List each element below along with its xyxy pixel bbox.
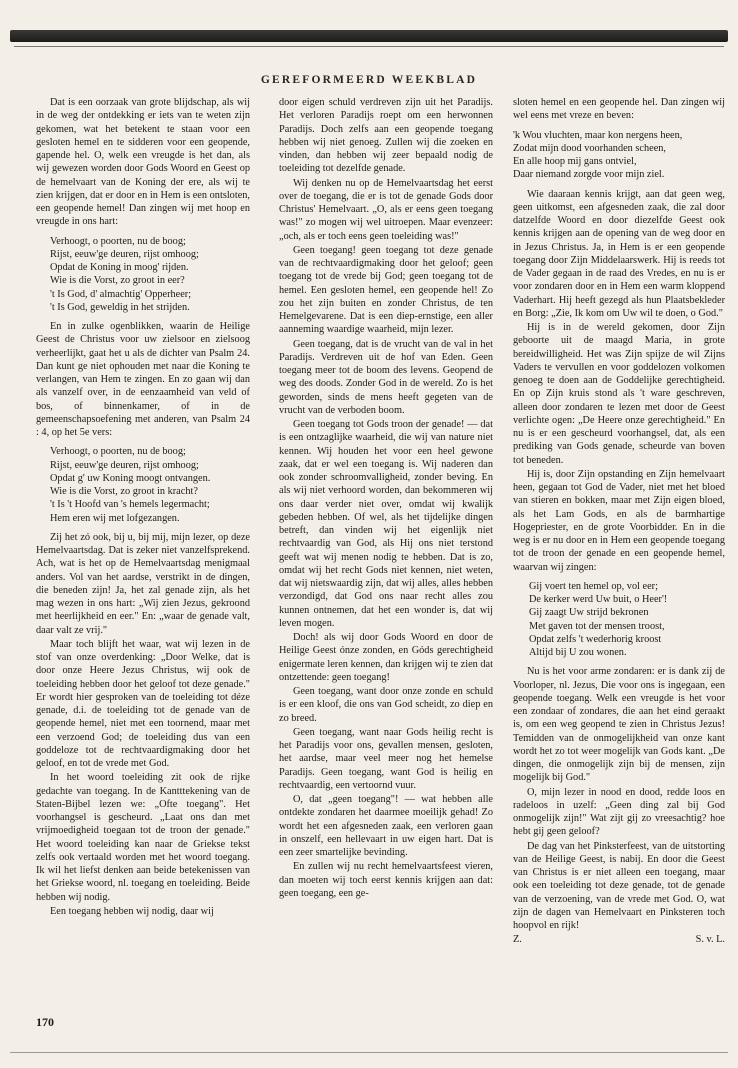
paragraph: Geen toegang, dat is de vrucht van de val in het Paradijs. Verdreven uit de hof van Eden. Geen toegang meer tot de boom des levens. Geopend de weg des doods. Zonder God in de wereld. Zo is het geworden, sinds de mens heeft gegeten van de vrucht van de verboden boom. [279,338,493,416]
column-left [36,96,250,996]
verse-line: Verhoogt, o poorten, nu de boog; [50,446,186,458]
column-right [513,96,725,996]
paragraph: Geen toegang tot Gods troon der genade! — dat is een ontzaglijke waarheid, die wij van nature niet kennen. Wij houden het voor een heel gewone zaak, dat er wel een toegang is. Wij naderen dan ook zonder schroomvalligheid, zonder beving. En als wij niet verhoord worden, dan bekommeren wij ons daar verder niet over, omdat wij kwalijk gebeden hebben. Of wel, als het tijdelijke dingen betreft, dan vinden wij het eigenlijk niet rechtvaardig van God, als Hij ons niet terstond geeft wat wij menen nodig te hebben. Dat is zo, omdat wij het recht Gods niet kennen, niet weten, dat wij nietswaardig zijn, dat wij alles, alles hebben verzondigd, dat God ons naar recht alles zou kunnen ontnemen, dat het een wonder is, dat wij leven mogen. [279,419,493,629]
psalm-verse [513,580,725,660]
paragraph: En zullen wij nu recht hemelvaartsfeest vieren, dan moeten wij toch eerst kennis krijgen aan dat: geen toegang, een ge- [279,861,493,899]
verse-line: Daar niemand zorgde voor mijn ziel. [513,169,665,181]
paragraph: O, dat „geen toegang"! — wat hebben alle ontdekte zondaren het daarmee moeilijk gehad! Zo wordt het een afgesneden zaak, een verloren gaan in onszelf, een hellevaart in uw eigen hart. Dat is een zeer smartelijke bevinding. [279,794,493,858]
verse-line: Opdat zelfs 't wederhorig kroost [529,633,662,645]
verse-line: Opdat g' uw Koning moogt ontvangen. [50,472,211,484]
paragraph: De dag van het Pinksterfeest, van de uitstorting van de Heilige Geest, is nabij. En door die Geest van Christus is er niet alleen een toegang, maar ook een toeleiding tot deze genade, tot de genade van de verzoening, van de vrede met God. O, wat zijn de dagen van Hemelvaart en Pinksteren toch hoopvol en rijk! [513,840,725,931]
verse-line: En alle hoop mij gans ontviel, [513,156,637,167]
paragraph: En in zulke ogenblikken, waarin de Heilige Geest de Christus voor uw zielsoor en zielsoog verheerlijkt, gaat het u als de dichter van Psalm 24. Dan kunt ge niet ophouden met naar die Koning te verlangen, van Hem te zingen. En zo gaan wij dan als vanzelf over, in de eenzaamheid van veld of bos, of binnenkamer, of in de gemeenschapsoefening met anderen, van Psalm 24 : 4, op het 5e vers: [36,321,250,438]
paragraph: Geen toegang! geen toegang tot deze genade van de rechtvaardigmaking door het geloof; geen toegang tot de vrede bij God; geen toegang tot de hemel. Een gesloten hemel, een geopende hel! Zo zou het zijn buiten en zonder Christus, de ten Hemelgevarene. Dat is een diep-ernstige, een aller aanneming waardige waarheid, mijn lezer. [279,244,493,336]
verse-line: Rijst, eeuw'ge deuren, rijst omhoog; [50,459,199,471]
verse-line: Verhoogt, o poorten, nu de boog; [50,235,186,247]
paragraph: Maar toch blijft het waar, wat wij lezen in de stof van onze overdenking: „Door Welke, dat is door onze Heere Jezus Christus, wij ook de toeleiding hebben door het geloof tot deze genade." Er wordt hier gesproken van de toeleiding tot déze genade, d.i. de toeleiding tot de genade van de geopende hemel, niet met een toornend, maar met een verzoend God; de toeleiding dus van een goddeloze tot de rechtvaardigmaking door het geloof, en tot de vrede met God. [36,638,250,769]
paragraph: Dat is een oorzaak van grote blijdschap, als wij in de weg der ontdekking er iets van te weten zijn gekomen, wat het betekent te staan voor een gesloten hemel en te sidderen voor een geopende, gapende hel. O, welk een vreugde is het dan, als wij gewezen worden door Gods Woord en Geest op de hemelvaart van de Koning der ere, als wij te zien krijgen, dat er door en in Hem is een ontsloten, een geopende hemel! Dan zingen wij met hoop en vreugde in ons hart: [36,97,250,228]
paragraph: Hij is, door Zijn opstanding en Zijn hemelvaart heen, gegaan tot God de Vader, niet met het bloed van stieren en bokken, maar met Zijn eigen bloed, als het Lam Gods, en als de barmhartige Hogepriester, en de grote Voorbidder. En in die weg is er nu door en in Hem een geopende toegang tot de troon der genade en een geopende hemel, waarvan wij zingen: [513,468,725,573]
signature-place: Z. [513,934,522,946]
psalm-verse [50,235,250,315]
paragraph: Doch! als wij door Gods Woord en door de Heilige Geest ónze zonden, en Góds gerechtigheid enigermate leren kennen, dan krijgen wij te zien dat ontzettende: geen toegang! [279,632,493,683]
verse-line: Wie is die Vorst, zo groot in kracht? [50,486,198,497]
psalm-verse [50,445,250,525]
verse-line: 't Is God, geweldig in het strijden. [50,301,190,313]
verse-line: Zodat mijn dood voorhanden scheen, [513,142,666,154]
verse-line: 't Is God, d' almachtig' Opperheer; [50,288,192,300]
paragraph: Wie daaraan kennis krijgt, aan dat geen weg, geen uitkomst, een afgesneden zaak, die zal door datzelfde Woord en door diezelfde Geest ook kennis krijgen aan de opening van de weg door en in Jezus Christus. Ja, in Hem is er een geopende toegang door Zijn Middelaarswerk. Hij is reeds tot de Vader gegaan in de raad des Vredes, en nu is er voor zondaren door en in Hem een warm kloppend Vaderhart. Hij heeft gezegd als hun Plaatsbekleder en Borg: „Zie, Ik kom om Uw wil te doen, o God." [513,188,725,319]
verse-line: Hem eren wij met lofgezangen. [50,512,180,524]
verse-line: Met gaven tot der mensen troost, [529,620,665,632]
verse-line: De kerker werd Uw buit, o Heer'! [529,594,668,605]
top-rule-band [10,30,728,42]
paragraph: door eigen schuld verdreven zijn uit het Paradijs. Het verloren Paradijs roept om een herwonnen Paradijs. Doch zelfs aan een geopende toegang hebben wij niet genoeg. Zullen wij die zoeken en vinden, dan hebben wij zeer bepaald nodig de toeleiding tot dezelfde genade. [279,97,493,175]
verse-line: 'k Wou vluchten, maar kon nergens heen, [513,129,683,141]
paragraph: sloten hemel en een geopende hel. Dan zingen wij wel eens met vreze en beven: [513,97,725,122]
paragraph: Een toegang hebben wij nodig, daar wij [50,905,214,917]
paragraph: In het woord toeleiding zit ook de rijke gedachte van toegang. In de Kantttekening van de Staten-Bijbel lezen we: „Ofte toegang". Het voorhangsel is gescheurd. „Laat ons dan met vrijmoedigheid toegaan tot de troon der genade." Het woord toeleiding kan naar de Griekse tekst zelfs ook vertaald worden met het woord toegang. Ik wil het liefst denken aan beide betekenissen van het Griekse woord, nl. toegang en toeleiding. Beide hebben wij nodig. [36,772,250,903]
paragraph: Hij is in de wereld gekomen, door Zijn geboorte uit de maagd Maria, in grote bereidwilligheid. Het was Zijn spijze de wil Zijns Vaders te vervullen en voor goddelozen volkomen genoeg te doen aan de Goddelijke gerechtigheid. En op Zijn kruis stond als 't ware geschreven, alleen door zondaren te lezen met door de Geest verlichte ogen: „De Heere onze gerechtigheid." En nu is er een gescheurd voorhangsel, dat, als een prediking van Gods genade, scheurde van boven tot beneden. [513,322,725,466]
verse-line: Gij zaagt Uw strijd bekronen [529,607,649,619]
top-rule-line [14,46,724,47]
signature-line [513,933,725,946]
paragraph: Wij denken nu op de Hemelvaartsdag het eerst over de toegang, die er is tot de genade Gods door Christus' Hemelvaart. „O, als er eens geen toegang was!" zo mogen wij wel uitroepen. Maar evenzeer: „och, als er toch eens geen toeleiding was!" [279,177,493,242]
verse-line: Gij voert ten hemel op, vol eer; [529,580,658,592]
paragraph: Nu is het voor arme zondaren: er is dank zij de Voorloper, nl. Jezus, Die voor ons is ingegaan, een geopende toegang. Welk een vreugde is het voor een zondaar of zondares, die aan het eind geraakt is, om een weg geopend te zien in Christus Jezus! Temidden van de onmogelijkheid van onze kant wordt het zo tot weer mogelijk van Gods kant. „De dingen, die onmogelijk zijn bij de mensen, zijn mogelijk bij God." [513,666,725,784]
paragraph: Geen toegang, want naar Gods heilig recht is het Paradijs voor ons, gevallen mensen, gesloten, het aardse, maar veel meer nog het hemelse Paradijs. Geen toegang, want God is heilig en rechtvaardig, een vertoornd vuur. [279,726,493,791]
verse-line: Wie is die Vorst, zo groot in eer? [50,275,185,287]
verse-line: Opdat de Koning in moog' rijden. [50,262,189,273]
verse-line: Altijd bij U zou wonen. [529,647,627,658]
signature-author: S. v. L. [695,934,725,946]
verse-line: 't Is 't Hoofd van 's hemels legermacht; [50,499,210,511]
hymn-verse [513,129,725,182]
paragraph: O, mijn lezer in nood en dood, redde loos en radeloos in uzelf: „Geen ding zal bij God onmogelijk zijn!" Wat zijt gij zo vreesachtig? hoe hebt gij geen geloof? [513,786,725,838]
paragraph: Zij het zó ook, bij u, bij mij, mijn lezer, op deze Hemelvaartsdag. Dat is zeker niet vanzelfsprekend. Ach, wat is het op de Hemelvaartsdag menigmaal anders. Vol van het aardse, verstrikt in de dingen, die beneden zijn! Ja, het zal genade zijn, als het mag wezen in ons hart: „Wij zien Jezus, gekroond met heerlijkheid en eer." En: „waar de genade valt, daar valt ze vrij." [36,531,250,636]
page-number: 170 [36,1015,54,1029]
paragraph: Geen toegang, want door onze zonde en schuld is er een kloof, die ons van God scheidt, zo diep en zo breed. [279,686,493,724]
bottom-rule [10,1052,728,1053]
column-middle [279,96,493,996]
page-header: GEREFORMEERD WEEKBLAD [260,74,478,86]
verse-line: Rijst, eeuw'ge deuren, rijst omhoog; [50,248,199,260]
